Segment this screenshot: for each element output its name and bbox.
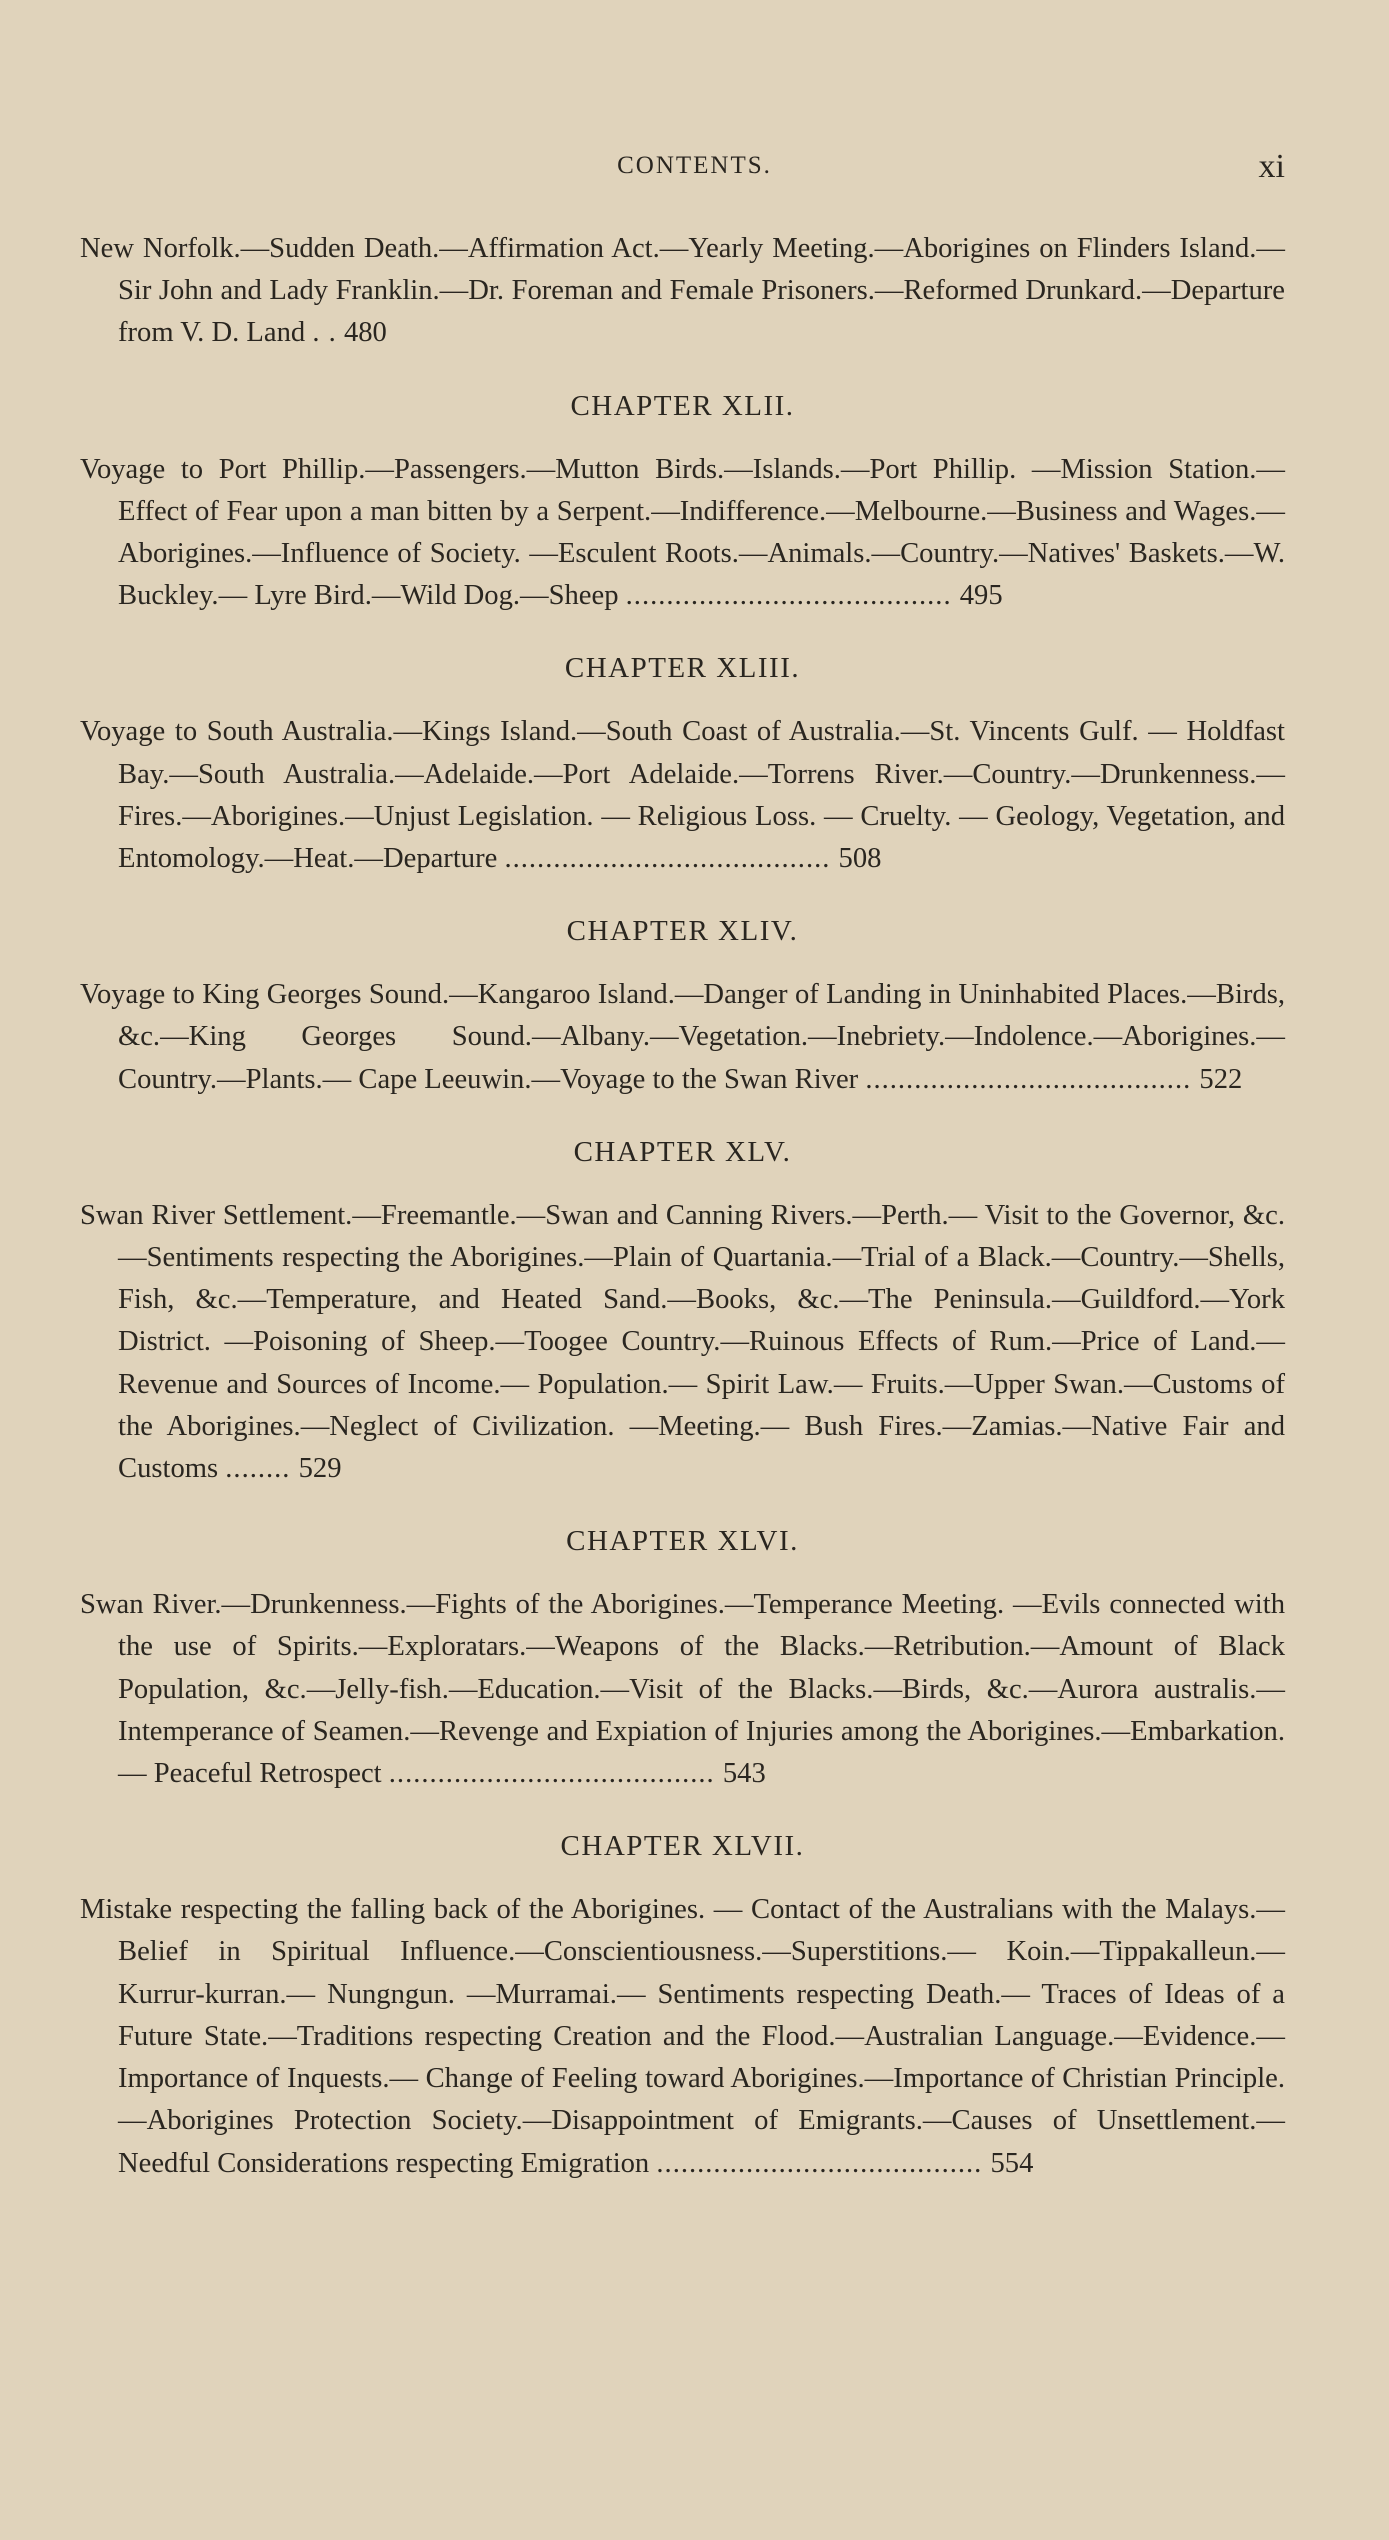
dot-leader: ........ <box>225 1453 299 1485</box>
entry-synopsis <box>80 711 1285 880</box>
entry-text: New Norfolk.—Sudden Death.—Affirmation Act.—Yearly Meeting.—Aborigines on Flinders Island.—Sir John and Lady Franklin.—Dr. Foreman and Female Prisoners.—Reformed Drunkard.—Departure from V. D. Land <box>80 233 1285 349</box>
chapter-heading: CHAPTER XLII. <box>570 389 795 422</box>
entry-synopsis <box>80 449 1285 618</box>
entry-page: 480 <box>343 317 387 349</box>
entry-page: 508 <box>838 843 882 875</box>
contents-entry <box>80 647 1285 880</box>
page-number: xi <box>1258 148 1285 185</box>
contents-entry <box>80 1825 1285 2184</box>
dot-leader: ........................................ <box>388 1758 723 1790</box>
dot-leader: ........................................ <box>865 1063 1200 1095</box>
entry-page: 543 <box>722 1758 766 1790</box>
contents-body <box>80 228 1285 2185</box>
entry-synopsis <box>80 1195 1285 1490</box>
contents-entry <box>80 910 1285 1101</box>
chapter-heading: CHAPTER XLVII. <box>560 1830 805 1863</box>
dot-leader: ........................................ <box>504 843 839 875</box>
entry-text: Swan River Settlement.—Freemantle.—Swan and Canning Rivers.—Perth.— Visit to the Governor, &c.—Sentiments respecting the Aborigines.—Plain of Quartania.—Trial of a Black.—Country.—Shells, Fish, &c.—Temperature, and Heated Sand.—Books, &c.—The Peninsula.—Guildford.—York District. —Poisoning of Sheep.—Toogee Country.—Ruinous Effects of Rum.—Price of Land.— Revenue and Sources of Income.— Population.— Spirit Law.— Fruits.—Upper Swan.—Customs of the Aborigines.—Neglect of Civilization. —Meeting.— Bush Fires.—Zamias.—Native Fair and Customs <box>80 1199 1285 1485</box>
contents-entry <box>80 385 1285 618</box>
contents-entry <box>80 1131 1285 1490</box>
entry-text: Voyage to Port Phillip.—Passengers.—Mutton Birds.—Islands.—Port Phillip. —Mission Station.—Effect of Fear upon a man bitten by a Serpent.—Indifference.—Melbourne.—Business and Wages.—Aborigines.—Influence of Society. —Esculent Roots.—Animals.—Country.—Natives' Baskets.—W. Buckley.— Lyre Bird.—Wild Dog.—Sheep <box>80 453 1285 612</box>
entry-text: Voyage to King Georges Sound.—Kangaroo Island.—Danger of Landing in Uninhabited Places.—Birds, &c.—King Georges Sound.—Albany.—Vegetation.—Inebriety.—Indolence.—Aborigines.—Country.—Plants.— Cape Leeuwin.—Voyage to the Swan River <box>80 979 1285 1095</box>
chapter-heading: CHAPTER XLVI. <box>566 1525 799 1558</box>
entry-text: Mistake respecting the falling back of the Aborigines. — Contact of the Australians with the Malays.—Belief in Spiritual Influence.—Conscientiousness.—Superstitions.— Koin.—Tippakalleun.— Kurrur-kurran.— Nungngun. —Murramai.— Sentiments respecting Death.— Traces of Ideas of a Future State.—Traditions respecting Creation and the Flood.—Australian Language.—Evidence.—Importance of Inquests.— Change of Feeling toward Aborigines.—Importance of Christian Principle.—Aborigines Protection Society.—Disappointment of Emigrants.—Causes of Unsettlement.—Needful Considerations respecting Emigration <box>80 1894 1285 2179</box>
entry-text: Swan River.—Drunkenness.—Fights of the Aborigines.—Temperance Meeting. —Evils connected with the use of Spirits.—Exploratars.—Weapons of the Blacks.—Retribution.—Amount of Black Population, &c.—Jelly-fish.—Education.—Visit of the Blacks.—Birds, &c.—Aurora australis.—Intemperance of Seamen.—Revenge and Expiation of Injuries among the Aborigines.—Embarkation.— Peaceful Retrospect <box>80 1589 1285 1790</box>
running-head-title: CONTENTS. <box>617 152 772 179</box>
entry-page: 554 <box>990 2147 1034 2179</box>
entry-synopsis <box>80 1584 1285 1795</box>
dot-leader: . . <box>312 317 337 349</box>
contents-entry <box>80 228 1285 355</box>
dot-leader: ........................................ <box>656 2147 991 2179</box>
dot-leader: ........................................ <box>625 580 960 612</box>
chapter-heading: CHAPTER XLIII. <box>564 652 801 685</box>
entry-page: 529 <box>298 1453 342 1485</box>
chapter-heading: CHAPTER XLV. <box>573 1135 792 1168</box>
entry-synopsis <box>80 1889 1285 2184</box>
entry-synopsis <box>80 974 1285 1101</box>
entry-text: Voyage to South Australia.—Kings Island.—South Coast of Australia.—St. Vincents Gulf. — Holdfast Bay.—South Australia.—Adelaide.—Port Adelaide.—Torrens River.—Country.—Drunkenness.—Fires.—Aborigines.—Unjust Legislation. — Religious Loss. — Cruelty. — Geology, Vegetation, and Entomology.—Heat.—Departure <box>80 716 1285 875</box>
entry-page: 522 <box>1199 1063 1243 1095</box>
running-head <box>0 150 1389 190</box>
entry-page: 495 <box>959 580 1003 612</box>
entry-synopsis <box>80 228 1285 355</box>
chapter-heading: CHAPTER XLIV. <box>566 915 799 948</box>
contents-entry <box>80 1520 1285 1795</box>
